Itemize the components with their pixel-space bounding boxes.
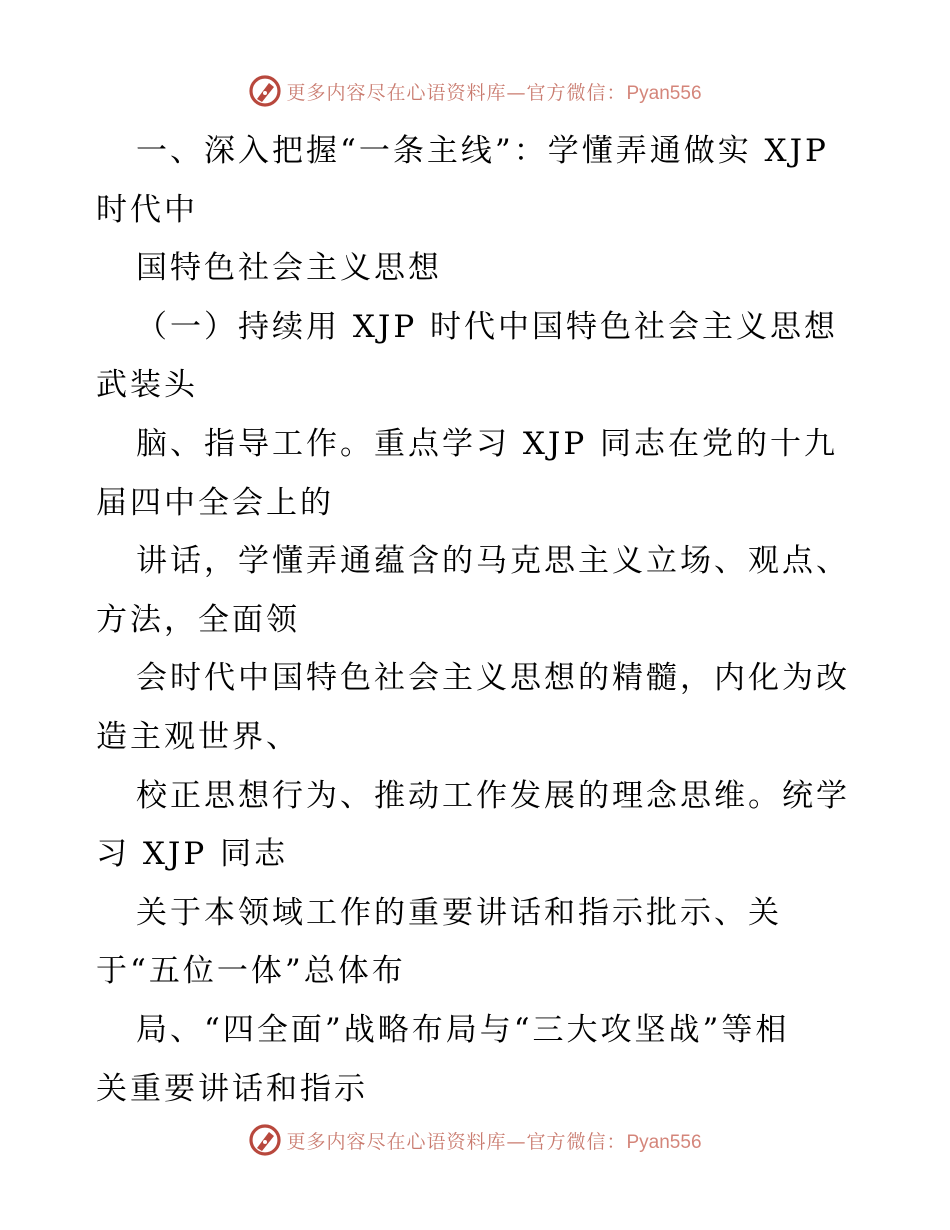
watermark-wechat-id: Pyan556: [626, 82, 702, 104]
text-line: 武装头: [96, 367, 198, 404]
pen-nib-circle-icon: [248, 74, 282, 108]
text-line: 国特色社会主义思想: [136, 250, 442, 287]
text-line: 脑、指导工作。重点学习 XJP 同志在党的十九: [136, 425, 839, 462]
pen-nib-circle-icon: [248, 1123, 282, 1157]
text-line: 关重要讲话和指示: [96, 1070, 368, 1107]
text-line: 造主观世界、: [96, 718, 300, 755]
text-line: 届四中全会上的: [96, 484, 334, 521]
document-body: [96, 122, 866, 1118]
text-line: 会时代中国特色社会主义思想的精髓，内化为改: [136, 660, 850, 697]
watermark-wechat-id: Pyan556: [626, 1131, 702, 1153]
text-line: （一）持续用 XJP 时代中国特色社会主义思想: [136, 308, 839, 345]
text-line: 局、“四全面”战略布局与“三大攻坚战”等相: [136, 1011, 790, 1048]
watermark-text: 更多内容尽在心语资料库—官方微信：Pyan556: [286, 1130, 702, 1153]
text-line: 方法，全面领: [96, 601, 300, 638]
text-line: 关于本领域工作的重要讲话和指示批示、关: [136, 894, 782, 931]
text-line: 习 XJP 同志: [96, 836, 289, 873]
footer-watermark: [0, 1120, 950, 1160]
text-line: 一、深入把握“一条主线”：学懂弄通做实 XJP: [136, 133, 829, 169]
text-line: 于“五位一体”总体布: [96, 953, 406, 990]
text-line: 校正思想行为、推动工作发展的理念思维。统学: [136, 777, 850, 814]
text-line: 时代中: [96, 191, 198, 228]
watermark-text: 更多内容尽在心语资料库—官方微信：Pyan556: [286, 81, 702, 104]
text-line: 讲话，学懂弄通蕴含的马克思主义立场、观点、: [136, 543, 850, 580]
header-watermark: [0, 71, 950, 111]
